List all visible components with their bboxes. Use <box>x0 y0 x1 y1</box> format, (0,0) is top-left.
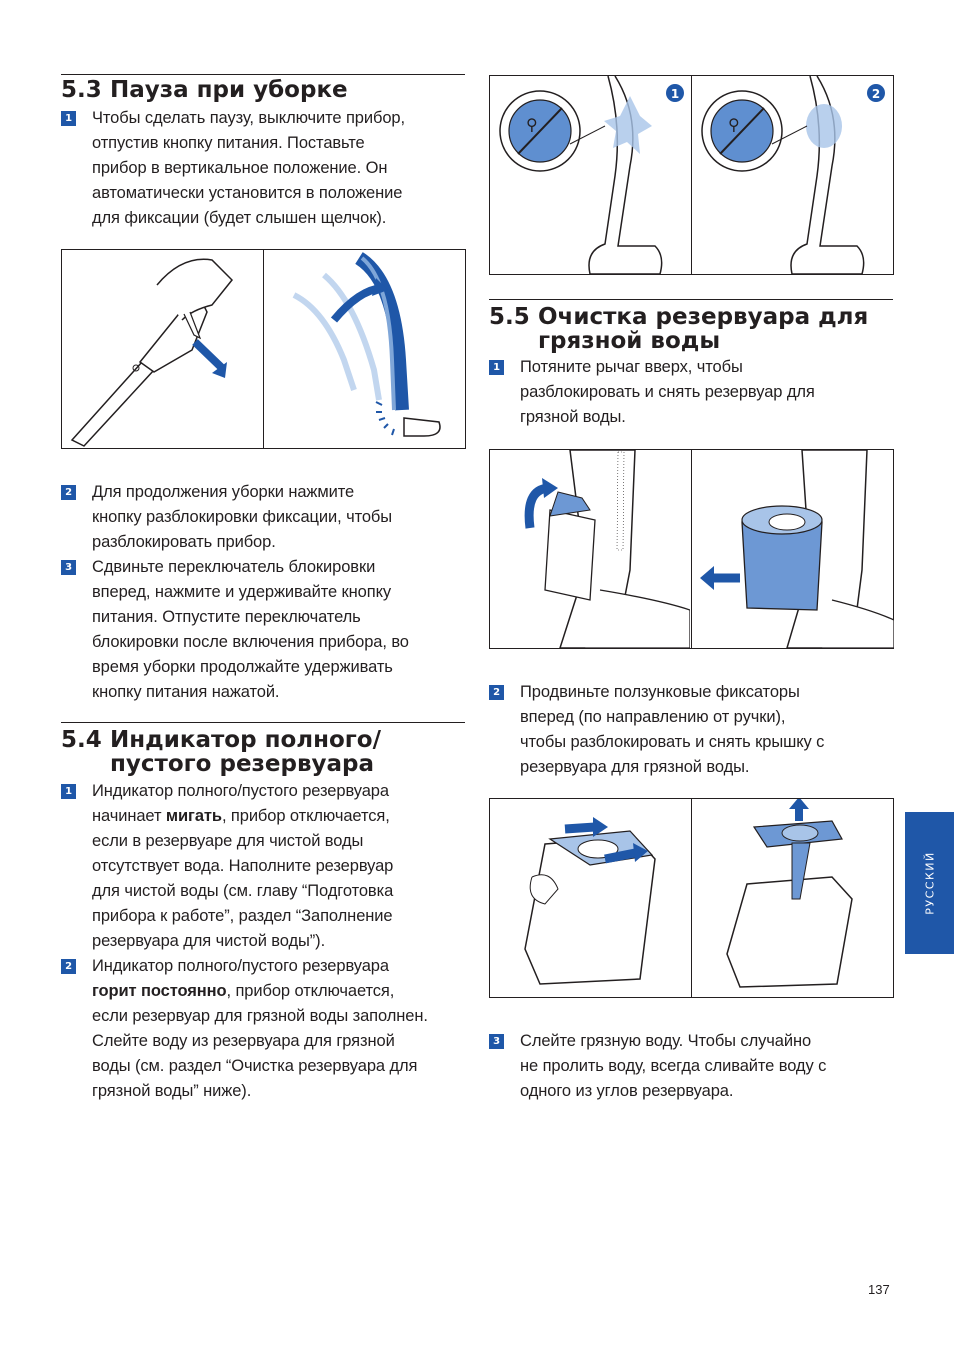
section-heading-line: пустого резервуара <box>110 751 375 777</box>
text-line: Индикатор полного/пустого резервуара <box>92 782 389 800</box>
section-heading-line: грязной воды <box>538 328 721 354</box>
section-rule-5-3 <box>61 74 465 75</box>
text-line: прибора к работе”, раздел “Заполнение <box>92 907 393 925</box>
text-line: Для продолжения уборки нажмите <box>92 483 355 501</box>
figure-badge: 1 <box>670 87 680 101</box>
text-line: для чистой воды (см. главу “Подготовка <box>92 882 394 900</box>
step-text <box>92 555 409 705</box>
section-rule-5-5 <box>489 299 893 300</box>
step-number-badge: 2 <box>61 485 76 500</box>
section-number: 5.4 <box>61 727 102 753</box>
lift-lid-illustration <box>692 799 894 997</box>
language-tab-label: РУССКИЙ <box>923 851 936 915</box>
text-run: , прибор отключается, <box>221 807 390 825</box>
bold-text: мигать <box>165 807 222 825</box>
text-line: отсутствует вода. Наполните резервуар <box>92 857 394 875</box>
indicator-flashing-illustration <box>490 76 690 274</box>
figure-badge: 2 <box>871 87 881 101</box>
section-heading-line: Индикатор полного/ <box>110 727 382 753</box>
text-line: Продвиньте ползунковые фиксаторы <box>520 683 800 701</box>
text-line: время уборки продолжайте удерживать <box>92 658 393 676</box>
text-line: чтобы разблокировать и снять крышку с <box>520 733 825 751</box>
text-line: блокировки после включения прибора, во <box>92 633 409 651</box>
step-number-badge: 2 <box>61 959 76 974</box>
text-line: разблокировать и снять резервуар для <box>520 383 815 401</box>
bold-text: горит постоянно <box>92 982 227 1000</box>
section-title-5-3 <box>61 78 348 102</box>
indicator-steady-illustration <box>692 76 894 274</box>
text-line: Потяните рычаг вверх, чтобы <box>520 358 743 376</box>
text-line: Слейте грязную воду. Чтобы случайно <box>520 1032 812 1050</box>
text-line: если резервуар для грязной воды заполнен. <box>92 1007 428 1025</box>
remove-tank-illustration <box>692 450 894 648</box>
section-number: 5.5 <box>489 304 530 330</box>
text-line: одного из углов резервуара. <box>520 1082 734 1100</box>
text-line: Сдвиньте переключатель блокировки <box>92 558 376 576</box>
text-line: воды (см. раздел “Очистка резервуара для <box>92 1057 418 1075</box>
language-tab <box>905 812 954 954</box>
section-number: 5.3 <box>61 77 102 103</box>
section-rule-5-4 <box>61 722 465 723</box>
text-line: для фиксации (будет слышен щелчок). <box>92 209 387 227</box>
text-line: если в резервуаре для чистой воды <box>92 832 364 850</box>
svg-text:⚲: ⚲ <box>728 115 740 134</box>
figure-pause-cleaning <box>61 249 466 449</box>
text-run: начинает <box>92 807 166 825</box>
figure-remove-dirty-tank <box>489 449 894 649</box>
hand-releasing-handle-illustration <box>62 250 262 448</box>
text-line: Слейте воду из резервуара для грязной <box>92 1032 395 1050</box>
step-text <box>92 779 393 954</box>
slide-latches-illustration <box>490 799 690 997</box>
text-line: автоматически установится в положение <box>92 184 403 202</box>
step-number-badge: 3 <box>61 560 76 575</box>
section-title-5-4 <box>61 728 381 776</box>
text-line <box>92 804 393 829</box>
step-text <box>520 355 815 430</box>
step-number-badge: 2 <box>489 685 504 700</box>
figure-tank-indicator <box>489 75 894 275</box>
pull-lever-illustration <box>490 450 690 648</box>
text-line: вперед (по направлению от ручки), <box>520 708 786 726</box>
figure-remove-tank-lid <box>489 798 894 998</box>
text-line: грязной воды. <box>520 408 626 426</box>
text-line: вперед, нажмите и удерживайте кнопку <box>92 583 392 601</box>
text-line: не пролить воду, всегда сливайте воду с <box>520 1057 827 1075</box>
text-run: , прибор отключается, <box>226 982 395 1000</box>
text-line: кнопку питания нажатой. <box>92 683 280 701</box>
step-number-badge: 1 <box>61 111 76 126</box>
section-heading: Пауза при уборке <box>110 77 348 103</box>
appliance-upright-click-illustration <box>264 250 466 448</box>
section-heading-line: Очистка резервуара для <box>538 304 869 330</box>
step-number-badge: 1 <box>61 784 76 799</box>
text-line: Индикатор полного/пустого резервуара <box>92 957 389 975</box>
text-line: резервуара для чистой воды”). <box>92 932 326 950</box>
text-line: прибор в вертикальное положение. Он <box>92 159 388 177</box>
text-line: отпустив кнопку питания. Поставьте <box>92 134 365 152</box>
step-text <box>520 680 824 780</box>
section-title-5-5 <box>489 305 868 353</box>
text-line <box>92 979 428 1004</box>
step-number-badge: 3 <box>489 1034 504 1049</box>
text-line: кнопку разблокировки фиксации, чтобы <box>92 508 393 526</box>
step-text <box>92 480 392 555</box>
text-line: грязной воды” ниже). <box>92 1082 252 1100</box>
text-line: резервуара для грязной воды. <box>520 758 750 776</box>
text-line: Чтобы сделать паузу, выключите прибор, <box>92 109 405 127</box>
text-line: питания. Отпустите переключатель <box>92 608 361 626</box>
page-number: 137 <box>868 1282 890 1297</box>
step-text <box>520 1029 826 1104</box>
step-text <box>92 106 405 231</box>
step-text <box>92 954 428 1104</box>
text-line: разблокировать прибор. <box>92 533 276 551</box>
step-number-badge: 1 <box>489 360 504 375</box>
svg-text:⚲: ⚲ <box>526 115 538 134</box>
